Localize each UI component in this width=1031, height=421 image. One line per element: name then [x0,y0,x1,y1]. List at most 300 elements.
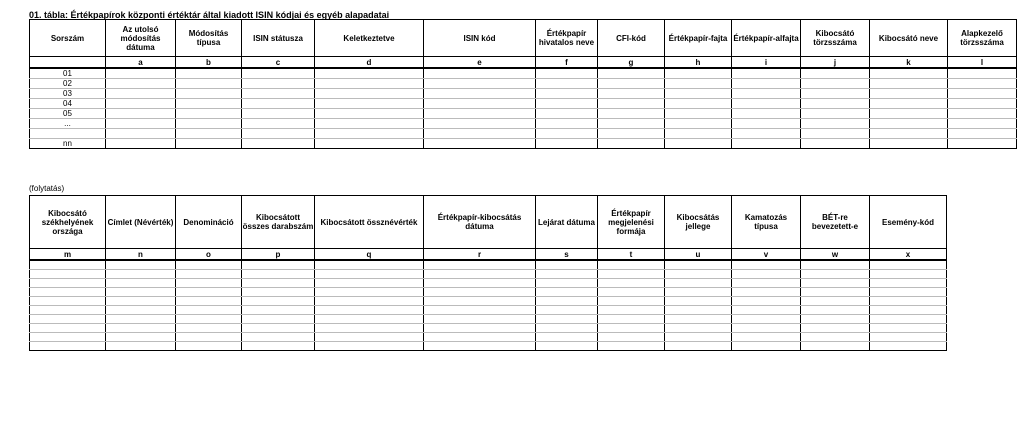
table-cell [732,342,801,351]
table-cell [598,89,665,99]
table-row [30,270,947,279]
table-cell [242,68,315,79]
table-cell [106,324,176,333]
table-cell [536,79,598,89]
column-letter: v [732,249,801,261]
column-header: Értékpapír-fajta [665,20,732,57]
table-cell [665,279,732,288]
table-row [30,333,947,342]
table-cell [870,324,947,333]
table-cell [801,270,870,279]
table-cell [598,279,665,288]
table-cell [176,324,242,333]
table-cell [176,279,242,288]
table-cell [598,139,665,149]
table-cell [30,288,106,297]
table-cell [732,306,801,315]
table-cell [870,129,948,139]
table-cell [424,109,536,119]
table-cell [732,297,801,306]
table-cell [870,139,948,149]
table-cell [315,288,424,297]
column-header: Kibocsátó neve [870,20,948,57]
table-cell [665,333,732,342]
table-cell [176,89,242,99]
column-letter: p [242,249,315,261]
table-cell [870,79,948,89]
table-cell [536,129,598,139]
table-cell [536,306,598,315]
table-row [30,297,947,306]
table-cell [665,79,732,89]
table-row [30,288,947,297]
column-letter: o [176,249,242,261]
column-letter: m [30,249,106,261]
table-cell [598,315,665,324]
row-number [30,129,106,139]
table-cell [315,342,424,351]
table-cell [424,139,536,149]
table-cell [598,99,665,109]
table-cell [732,79,801,89]
table-cell [424,288,536,297]
table-cell [870,306,947,315]
column-header: ISIN kód [424,20,536,57]
table-cell [665,260,732,270]
table-cell [242,109,315,119]
table-cell [106,297,176,306]
column-letter: i [732,57,801,69]
table-cell [424,89,536,99]
table-cell [732,139,801,149]
table-cell [801,324,870,333]
table-cell [948,79,1017,89]
table-cell [30,297,106,306]
table-cell [598,306,665,315]
table-cell [106,109,176,119]
table-cell [176,68,242,79]
table-cell [732,89,801,99]
table-cell [732,288,801,297]
table-cell [598,79,665,89]
column-header: Kamatozás típusa [732,196,801,249]
table-cell [801,315,870,324]
column-letter: r [424,249,536,261]
table-cell [665,99,732,109]
table-cell [30,279,106,288]
table-cell [536,260,598,270]
table-cell [106,68,176,79]
table-cell [732,315,801,324]
column-letter [30,57,106,69]
column-header: Esemény-kód [870,196,947,249]
table-cell [30,324,106,333]
column-header: Kibocsátó székhelyének országa [30,196,106,249]
table-cell [242,139,315,149]
column-letter: h [665,57,732,69]
table-cell [801,333,870,342]
table-cell [665,129,732,139]
column-letter: s [536,249,598,261]
table-cell [732,68,801,79]
column-header: Módosítás típusa [176,20,242,57]
column-letter: g [598,57,665,69]
table-cell [176,260,242,270]
table-cell [242,306,315,315]
table-cell [315,279,424,288]
table-cell [598,129,665,139]
table-row [30,279,947,288]
table-row [30,119,1017,129]
table-cell [732,119,801,129]
table-cell [665,288,732,297]
table-row [30,139,1017,149]
table-cell [948,119,1017,129]
column-letter: n [106,249,176,261]
table-cell [870,260,947,270]
column-letter-row [30,249,947,261]
table-cell [106,270,176,279]
table-cell [801,139,870,149]
table-cell [315,324,424,333]
table-cell [315,109,424,119]
table-cell [106,79,176,89]
table-cell [424,279,536,288]
table-cell [665,270,732,279]
table-row [30,89,1017,99]
column-header: Lejárat dátuma [536,196,598,249]
table-cell [598,342,665,351]
row-number: ... [30,119,106,129]
table-cell [870,119,948,129]
table-cell [176,79,242,89]
table-cell [732,270,801,279]
table-cell [598,109,665,119]
table-cell [176,288,242,297]
table-cell [870,89,948,99]
table-cell [242,99,315,109]
table-cell [176,315,242,324]
column-header: Értékpapír-kibocsátás dátuma [424,196,536,249]
column-header: ISIN státusza [242,20,315,57]
table-cell [870,68,948,79]
table-cell [424,119,536,129]
table-cell [598,270,665,279]
table-cell [536,324,598,333]
table-cell [106,315,176,324]
table-cell [30,333,106,342]
table-cell [242,288,315,297]
table-row [30,324,947,333]
table-cell [598,324,665,333]
table-cell [536,297,598,306]
table-cell [30,270,106,279]
row-number: 05 [30,109,106,119]
column-letter: t [598,249,665,261]
table-cell [732,324,801,333]
table-cell [665,306,732,315]
table-cell [948,89,1017,99]
table-cell [242,129,315,139]
table-cell [106,333,176,342]
table-cell [536,119,598,129]
column-header: Alapkezelő törzsszáma [948,20,1017,57]
table-cell [424,297,536,306]
table-cell [801,89,870,99]
table-cell [870,99,948,109]
table-cell [176,109,242,119]
table-cell [948,139,1017,149]
table-cell [870,333,947,342]
table-row [30,342,947,351]
column-header: BÉT-re bevezetett-e [801,196,870,249]
column-letter: k [870,57,948,69]
table-row [30,260,947,270]
column-header: Értékpapír-alfajta [732,20,801,57]
table-cell [801,342,870,351]
table-cell [948,68,1017,79]
table-cell [536,68,598,79]
table-cell [801,306,870,315]
table-cell [732,333,801,342]
header-row [30,196,947,249]
table-cell [948,99,1017,109]
table-cell [424,79,536,89]
table-cell [870,315,947,324]
table-row [30,79,1017,89]
table-cell [242,89,315,99]
isin-table [29,19,1017,149]
table-cell [30,306,106,315]
table-cell [801,79,870,89]
table-cell [242,279,315,288]
table-row [30,306,947,315]
column-letter: j [801,57,870,69]
table-row [30,109,1017,119]
table-cell [665,324,732,333]
table-cell [106,306,176,315]
table-cell [536,315,598,324]
table-cell [315,79,424,89]
table-cell [801,288,870,297]
table-cell [424,306,536,315]
table-cell [732,109,801,119]
column-letter: c [242,57,315,69]
table-cell [176,306,242,315]
table-cell [30,315,106,324]
column-header: Sorszám [30,20,106,57]
table-cell [176,139,242,149]
table-cell [176,333,242,342]
table-cell [665,342,732,351]
table-cell [598,333,665,342]
table-cell [242,270,315,279]
table-cell [424,129,536,139]
table-cell [176,297,242,306]
table-cell [315,139,424,149]
table-cell [106,99,176,109]
table-cell [106,288,176,297]
table-cell [536,333,598,342]
table-cell [732,260,801,270]
table-cell [801,297,870,306]
table-cell [315,68,424,79]
table-row [30,99,1017,109]
table-cell [801,68,870,79]
table-cell [315,260,424,270]
table-cell [424,315,536,324]
table-cell [176,342,242,351]
table-cell [106,89,176,99]
table-cell [176,270,242,279]
table-cell [424,270,536,279]
table-cell [732,279,801,288]
table-cell [801,109,870,119]
table-cell [30,260,106,270]
column-header: Kibocsátott össznévérték [315,196,424,249]
table-cell [315,119,424,129]
table-cell [424,68,536,79]
column-letter: x [870,249,947,261]
table-cell [536,139,598,149]
table-cell [176,119,242,129]
table-cell [315,315,424,324]
table-cell [315,270,424,279]
table-cell [424,260,536,270]
table-cell [242,297,315,306]
table-cell [870,288,947,297]
table-cell [242,260,315,270]
table-cell [598,68,665,79]
table-cell [598,119,665,129]
table-cell [665,68,732,79]
table-cell [315,333,424,342]
row-number: 04 [30,99,106,109]
column-header: Keletkeztetve [315,20,424,57]
table-cell [536,288,598,297]
column-letter: w [801,249,870,261]
table-cell [598,288,665,297]
table1-title: 01. tábla: Értékpapírok központi értéktár által kiadott ISIN kódjai és egyéb alapadatai [29,10,390,20]
table-cell [315,306,424,315]
row-number: nn [30,139,106,149]
table-row [30,68,1017,79]
table-cell [424,333,536,342]
row-number: 02 [30,79,106,89]
column-header: Az utolsó módosítás dátuma [106,20,176,57]
table-cell [536,89,598,99]
column-header: CFI-kód [598,20,665,57]
table-cell [536,99,598,109]
table-cell [732,99,801,109]
table-cell [948,129,1017,139]
table-cell [242,315,315,324]
table-cell [665,89,732,99]
table-cell [598,297,665,306]
table-cell [801,99,870,109]
table-cell [536,109,598,119]
table-cell [30,342,106,351]
table-cell [801,119,870,129]
table-cell [106,119,176,129]
column-letter: e [424,57,536,69]
column-header: Denomináció [176,196,242,249]
header-row [30,20,1017,57]
table-cell [424,99,536,109]
table-cell [598,260,665,270]
table-cell [801,129,870,139]
column-header: Címlet (Névérték) [106,196,176,249]
column-header: Kibocsátó törzsszáma [801,20,870,57]
table-cell [176,129,242,139]
table-cell [536,270,598,279]
column-header: Értékpapír megjelenési formája [598,196,665,249]
table-cell [242,324,315,333]
table-cell [870,279,947,288]
table-row [30,129,1017,139]
row-number: 03 [30,89,106,99]
table-cell [732,129,801,139]
column-letter: q [315,249,424,261]
table-cell [242,79,315,89]
column-letter: l [948,57,1017,69]
table-cell [801,260,870,270]
table-cell [870,270,947,279]
table-cell [242,342,315,351]
column-letter: u [665,249,732,261]
continuation-label: (folytatás) [29,184,65,193]
table-cell [948,109,1017,119]
table-cell [106,139,176,149]
table-cell [665,297,732,306]
table-cell [106,342,176,351]
table-cell [870,342,947,351]
table-cell [315,129,424,139]
table-cell [106,260,176,270]
isin-table-continued [29,195,947,351]
table-cell [176,99,242,109]
table-cell [665,119,732,129]
column-header: Kibocsátott összes darabszám [242,196,315,249]
table-cell [242,119,315,129]
table-cell [665,139,732,149]
table-cell [870,297,947,306]
table-cell [665,315,732,324]
table-cell [536,342,598,351]
table-row [30,315,947,324]
table-cell [315,297,424,306]
table-cell [870,109,948,119]
column-header: Kibocsátás jellege [665,196,732,249]
table-cell [424,324,536,333]
column-letter-row [30,57,1017,69]
column-letter: f [536,57,598,69]
table-cell [424,342,536,351]
column-letter: b [176,57,242,69]
column-letter: a [106,57,176,69]
table-cell [242,333,315,342]
table-cell [315,99,424,109]
table-cell [665,109,732,119]
column-letter: d [315,57,424,69]
table-cell [106,279,176,288]
table-cell [536,279,598,288]
table-cell [106,129,176,139]
column-header: Értékpapír hivatalos neve [536,20,598,57]
table-cell [315,89,424,99]
row-number: 01 [30,68,106,79]
table-cell [801,279,870,288]
